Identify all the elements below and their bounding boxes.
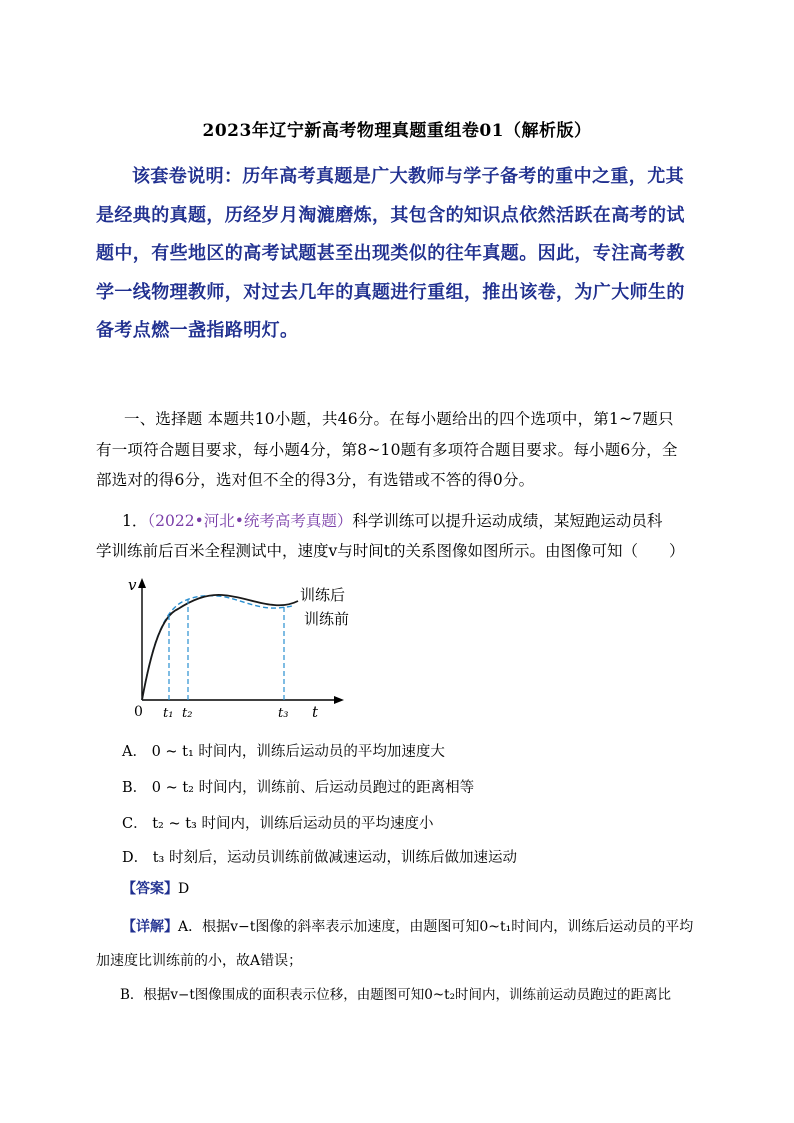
x-axis-label: t xyxy=(312,703,319,721)
tick-t3: t₃ xyxy=(278,706,289,721)
section-line: 部选对的得6分，选对但不全的得3分，有选错或不答的得0分。 xyxy=(96,471,535,489)
question-text: 学训练前后百米全程测试中，速度v与时间t的关系图像如图所示。由图像可知（ ） xyxy=(96,542,685,560)
y-axis-label: v xyxy=(128,576,137,594)
option-a: A． 0 ~ t₁ 时间内，训练后运动员的平均加速度大 xyxy=(122,744,445,760)
section-line: 有一项符合题目要求，每小题4分，第8~10题有多项符合题目要求。每小题6分，全 xyxy=(96,440,678,459)
question-number: 1． xyxy=(122,512,148,530)
section-line: 一、选择题 本题共10小题，共46分。在每小题给出的四个选项中，第1~7题只 xyxy=(124,410,674,428)
origin-label: 0 xyxy=(134,704,143,720)
tick-t1: t₁ xyxy=(163,706,174,721)
option-d: D． t₃ 时刻后，运动员训练前做减速运动，训练后做加速运动 xyxy=(122,850,517,866)
explanation-tag: 【详解】 xyxy=(122,919,178,935)
answer xyxy=(122,878,189,898)
explanation-line: A．根据v−t图像的斜率表示加速度，由题图可知0~t₁时间内，训练后运动员的平均 xyxy=(178,919,694,935)
answer-tag: 【答案】 xyxy=(122,881,178,897)
intro-line: 题中，有些地区的高考试题甚至出现类似的往年真题。因此，专注高考教 xyxy=(96,243,685,264)
curve-before-training xyxy=(142,596,292,700)
tick-t2: t₂ xyxy=(182,706,193,721)
answer-value: D xyxy=(178,881,190,897)
intro-line: 是经典的真题，历经岁月淘漉磨炼，其包含的知识点依然活跃在高考的试 xyxy=(96,204,685,226)
explanation-line: B．根据v−t图像围成的面积表示位移，由题图可知0~t₂时间内，训练前运动员跑过的距离比 xyxy=(120,987,672,1003)
label-before-training: 训练前 xyxy=(304,610,350,628)
page-title: 2023年辽宁新高考物理真题重组卷01（解析版） xyxy=(202,121,592,141)
y-axis-arrow xyxy=(138,578,146,588)
curve-after-training xyxy=(142,595,298,700)
option-b: B． 0 ~ t₂ 时间内，训练前、后运动员跑过的距离相等 xyxy=(122,780,475,796)
velocity-time-graph xyxy=(122,576,362,726)
question-source: （2022•河北•统考高考真题） xyxy=(147,512,353,530)
explanation-line: 加速度比训练前的小，故A错误； xyxy=(96,953,303,969)
exam-description xyxy=(96,158,706,351)
explanation xyxy=(96,910,706,1012)
section-instructions xyxy=(96,404,706,496)
question-1 xyxy=(96,506,706,566)
intro-line: 学一线物理教师，对过去几年的真题进行重组，推出该卷，为广大师生的 xyxy=(96,281,685,303)
option-c: C． t₂ ~ t₃ 时间内，训练后运动员的平均速度小 xyxy=(122,816,434,832)
intro-line: 该套卷说明：历年高考真题是广大教师与学子备考的重中之重，尤其 xyxy=(132,166,684,187)
question-text: 科学训练可以提升运动成绩，某短跑运动员科 xyxy=(352,512,663,530)
x-axis-arrow xyxy=(334,696,344,704)
intro-line: 备考点燃一盏指路明灯。 xyxy=(96,320,299,341)
label-after-training: 训练后 xyxy=(300,586,346,604)
